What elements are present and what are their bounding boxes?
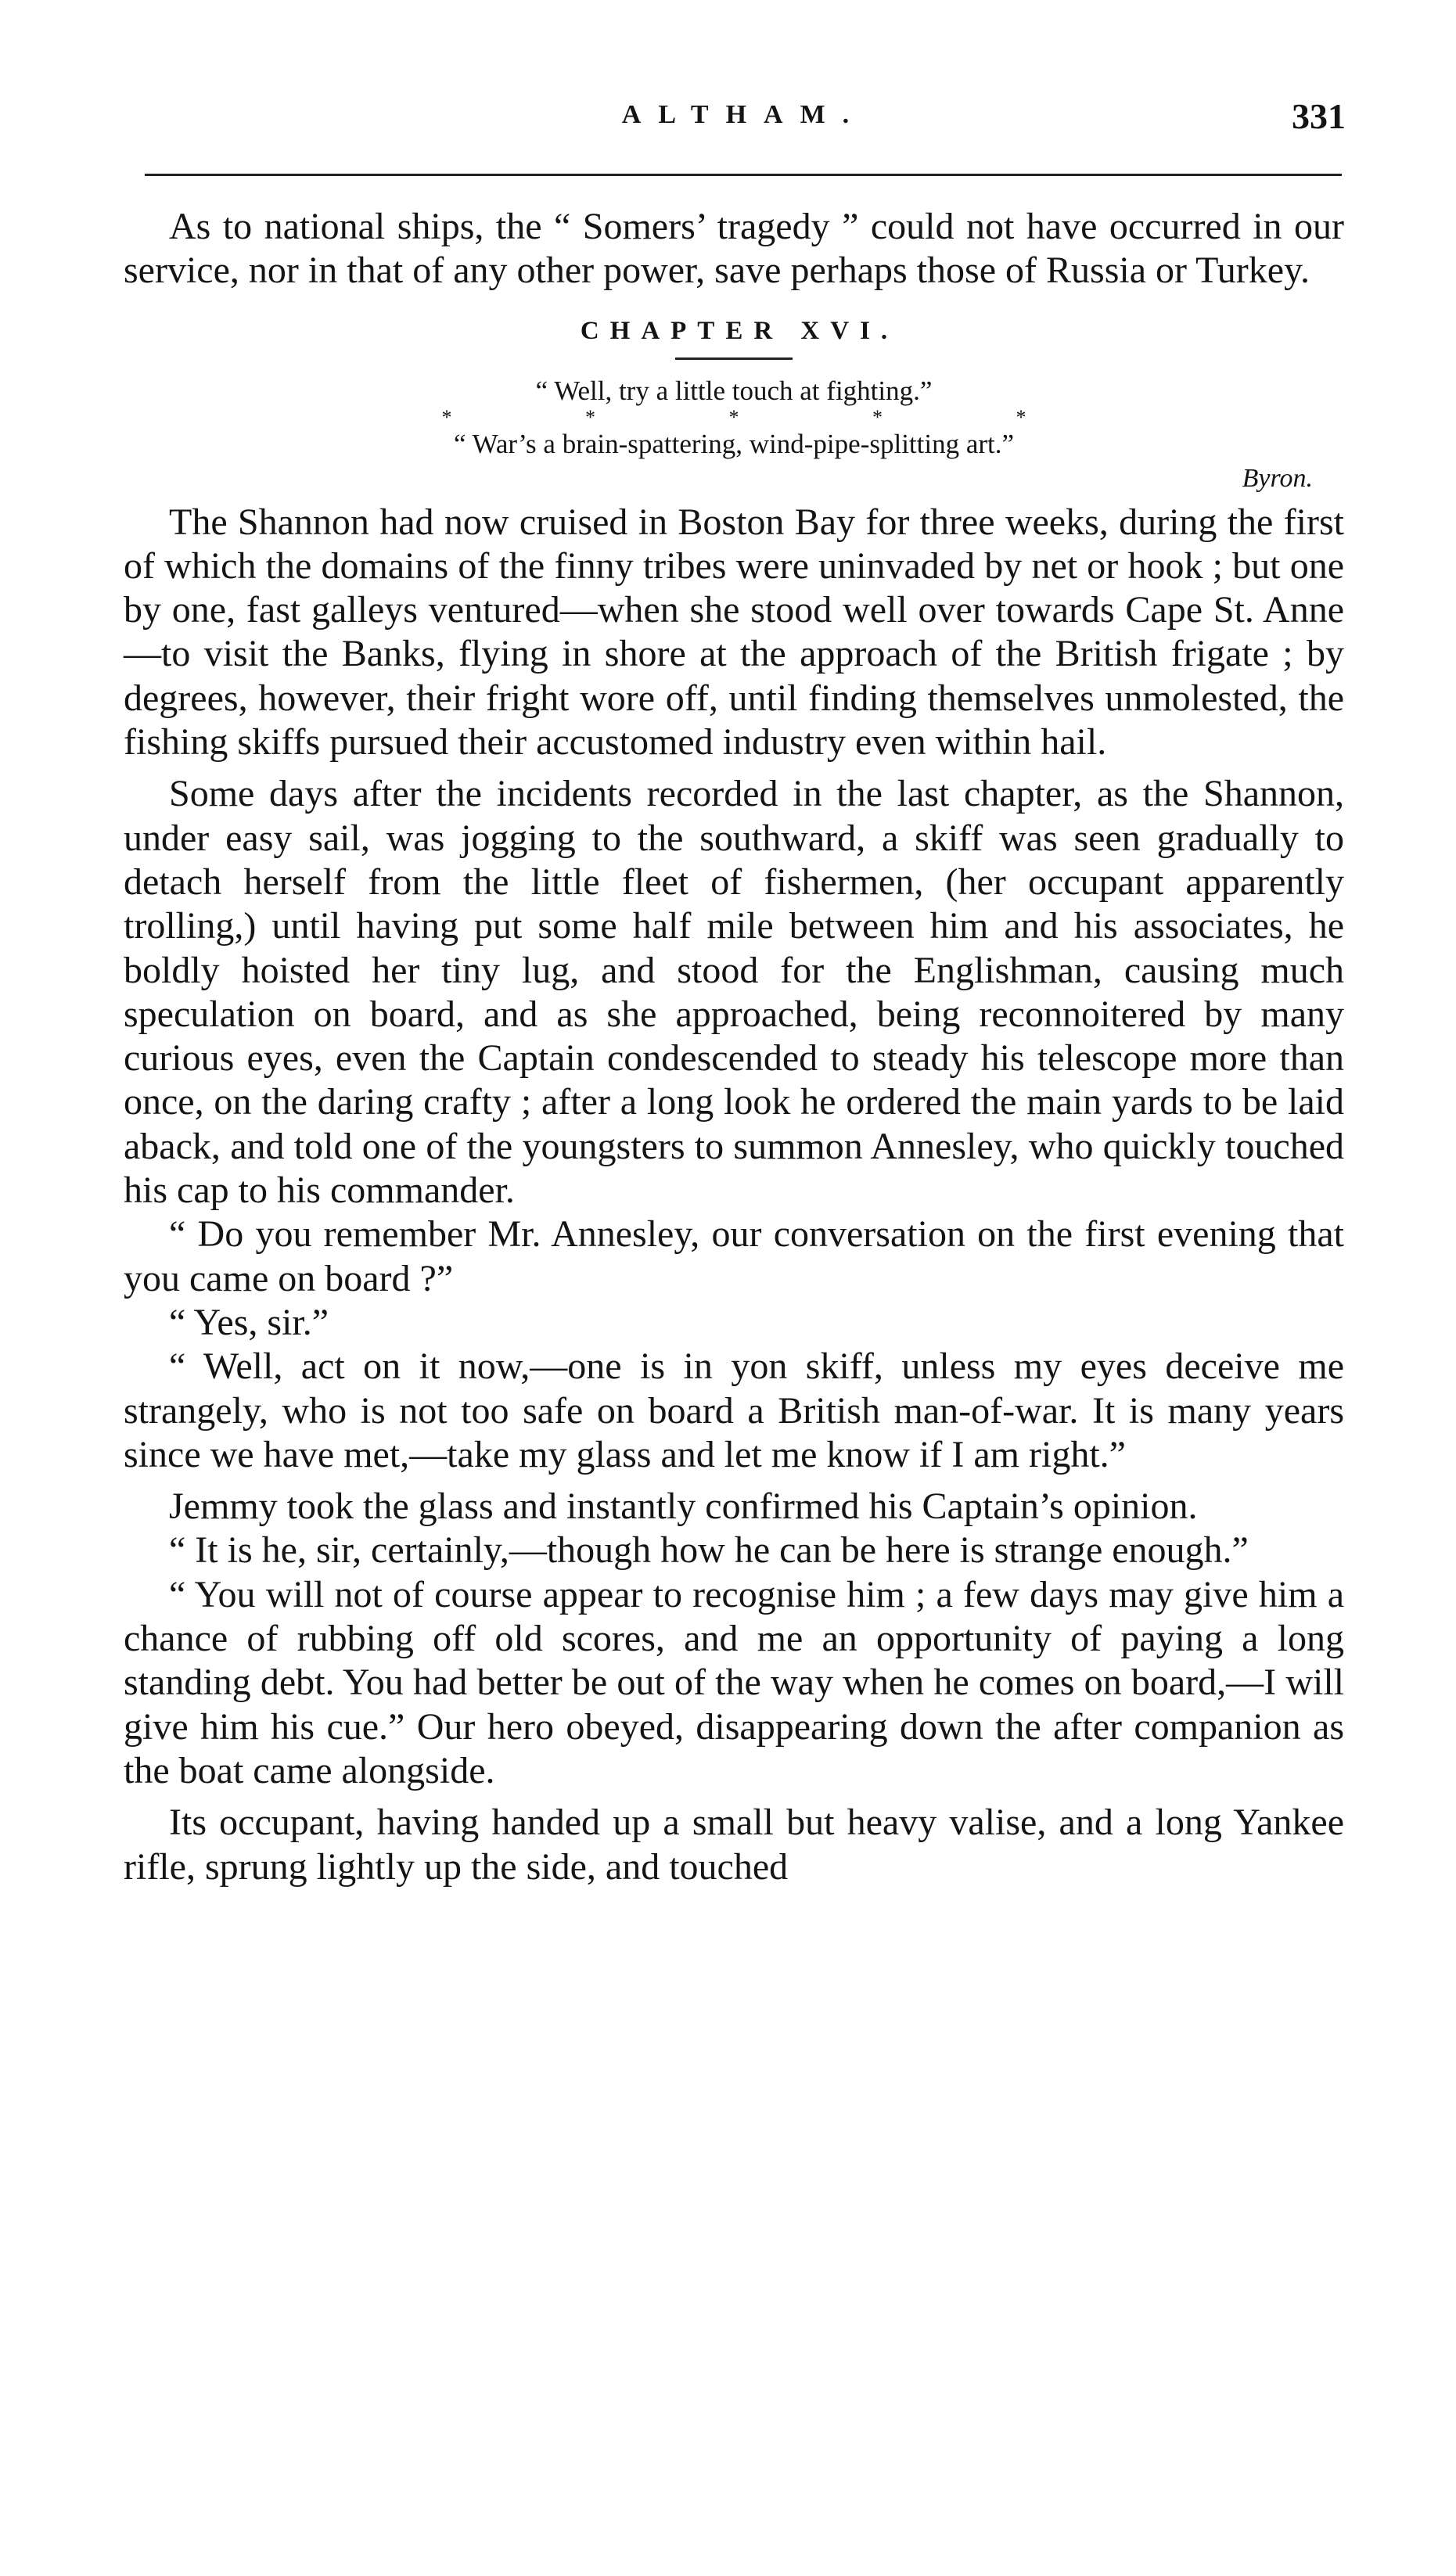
chapter-rule: [675, 357, 793, 360]
running-head: [125, 96, 1346, 147]
page-number: 331: [1292, 96, 1346, 136]
paragraph: Its occupant, having handed up a small but heavy valise, and a long Yankee rifle, sprung lightly up the side, and touched: [124, 1802, 1344, 1888]
running-title: ALTHAM.: [621, 100, 867, 129]
paragraph: As to national ships, the “ Somers’ tragedy ” could not have occurred in our service, nor in that of any other power, save perhaps those of Russia or Turkey.: [124, 206, 1344, 292]
epigraph-line: “ Well, try a little touch at fighting.”: [535, 375, 933, 406]
paragraph: Jemmy took the glass and instantly confirmed his Captain’s opinion.: [169, 1486, 1198, 1528]
header-rule: [145, 174, 1342, 176]
epigraph-line: “ War’s a brain-spattering, wind-pipe-splitting art.”: [453, 428, 1015, 459]
chapter-title: CHAPTER XVI.: [580, 316, 899, 345]
paragraph: “ It is he, sir, certainly,—though how he can be here is strange enough.”: [169, 1529, 1249, 1572]
paragraph: “ Do you remember Mr. Annesley, our conversation on the first evening that you came on board ?”: [124, 1213, 1344, 1299]
epigraph-stars: * * * * *: [441, 405, 1091, 429]
paragraph: “ You will not of course appear to recognise him ; a few days may give him a chance of rubbing off old scores, and me an opportunity of paying a long standing debt. You had better be out of the way when he comes on board,—I will give him his cue.” Our hero obeyed, disappearing down the after companion as the boat came alongside.: [124, 1573, 1344, 1791]
paragraph: “ Well, act on it now,—one is in yon skiff, unless my eyes deceive me strangely, who is not too safe on board a British man-of-war. It is many years since we have met,—take my glass and let me know if I am right.”: [124, 1345, 1344, 1475]
paragraph: Some days after the incidents recorded in the last chapter, as the Shannon, under easy sail, was jogging to the southward, a skiff was seen gradually to detach herself from the little fleet of fishermen, (her occupant apparently trolling,) until having put some half mile between him and his associates, he boldly hoisted her tiny lug, and stood for the Englishman, causing much speculation on board, and as she approached, being reconnoitered by many curious eyes, even the Captain condescended to steady his telescope more than once, on the daring crafty ; after a long look he ordered the main yards to be laid aback, and told one of the youngsters to summon Annesley, who quickly touched his cap to his commander.: [124, 773, 1344, 1212]
paragraph: “ Yes, sir.”: [169, 1301, 329, 1343]
epigraph-attribution: Byron.: [1242, 463, 1313, 493]
paragraph: The Shannon had now cruised in Boston Bay for three weeks, during the first of which the domains of the finny tribes were uninvaded by net or hook ; but one by one, fast galleys ventured—when she stood well over towards Cape St. Anne—to visit the Banks, flying in shore at the approach of the British frigate ; by degrees, however, their fright wore off, until finding themselves unmolested, the fishing skiffs pursued their accustomed industry even within hail.: [124, 501, 1344, 763]
body-text: [124, 205, 1344, 1889]
